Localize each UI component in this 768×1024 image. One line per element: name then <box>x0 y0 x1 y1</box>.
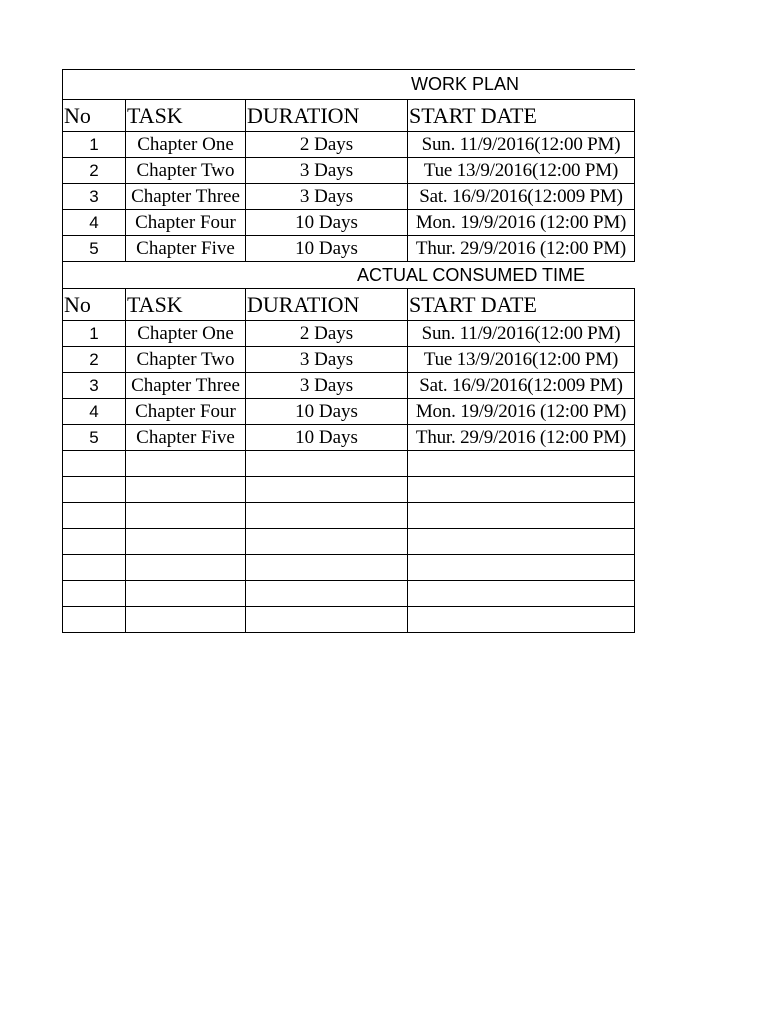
header-duration[interactable]: DURATION <box>246 289 408 321</box>
cell-duration[interactable]: 2 Days <box>246 132 408 158</box>
cell-start-date[interactable]: Sat. 16/9/2016(12:009 PM) <box>408 373 635 399</box>
empty-cell[interactable] <box>408 581 635 607</box>
empty-cell[interactable] <box>246 529 408 555</box>
cell-task[interactable]: Chapter Two <box>126 158 246 184</box>
header-duration[interactable]: DURATION <box>246 100 408 132</box>
cell-no[interactable]: 1 <box>63 132 126 158</box>
empty-row <box>63 607 635 633</box>
cell-task[interactable]: Chapter Two <box>126 347 246 373</box>
cell-no[interactable]: 3 <box>63 184 126 210</box>
cell-no[interactable]: 4 <box>63 399 126 425</box>
table-row <box>63 321 635 347</box>
cell-no[interactable]: 5 <box>63 236 126 262</box>
empty-cell[interactable] <box>408 529 635 555</box>
empty-cell[interactable] <box>408 451 635 477</box>
cell-duration[interactable]: 3 Days <box>246 158 408 184</box>
table-row <box>63 184 635 210</box>
cell-start-date[interactable]: Sun. 11/9/2016(12:00 PM) <box>408 321 635 347</box>
empty-row <box>63 451 635 477</box>
cell-no[interactable]: 5 <box>63 425 126 451</box>
work-plan-title: WORK PLAN <box>411 74 520 94</box>
empty-row <box>63 555 635 581</box>
cell-start-date[interactable]: Thur. 29/9/2016 (12:00 PM) <box>408 236 635 262</box>
work-plan-header-row <box>63 100 635 132</box>
cell-task[interactable]: Chapter One <box>126 132 246 158</box>
table-row <box>63 373 635 399</box>
cell-duration[interactable]: 2 Days <box>246 321 408 347</box>
cell-start-date[interactable]: Sat. 16/9/2016(12:009 PM) <box>408 184 635 210</box>
empty-cell[interactable] <box>246 555 408 581</box>
empty-cell[interactable] <box>63 555 126 581</box>
cell-duration[interactable]: 3 Days <box>246 184 408 210</box>
empty-cell[interactable] <box>246 581 408 607</box>
header-task[interactable]: TASK <box>126 289 246 321</box>
empty-cell[interactable] <box>408 607 635 633</box>
cell-duration[interactable]: 10 Days <box>246 210 408 236</box>
cell-duration[interactable]: 10 Days <box>246 425 408 451</box>
actual-time-title: ACTUAL CONSUMED TIME <box>357 264 586 285</box>
empty-row <box>63 503 635 529</box>
header-start-date[interactable]: START DATE <box>408 289 635 321</box>
empty-cell[interactable] <box>126 555 246 581</box>
empty-cell[interactable] <box>126 529 246 555</box>
header-no[interactable]: No <box>63 100 126 132</box>
table-row <box>63 425 635 451</box>
empty-cell[interactable] <box>126 607 246 633</box>
empty-cell[interactable] <box>126 451 246 477</box>
empty-cell[interactable] <box>126 503 246 529</box>
table-row <box>63 399 635 425</box>
empty-cell[interactable] <box>408 477 635 503</box>
work-plan-title-row <box>63 70 635 100</box>
cell-task[interactable]: Chapter Five <box>126 236 246 262</box>
empty-cell[interactable] <box>63 607 126 633</box>
header-task[interactable]: TASK <box>126 100 246 132</box>
cell-task[interactable]: Chapter Four <box>126 210 246 236</box>
table-row <box>63 158 635 184</box>
cell-start-date[interactable]: Thur. 29/9/2016 (12:00 PM) <box>408 425 635 451</box>
table-row <box>63 347 635 373</box>
empty-row <box>63 581 635 607</box>
cell-start-date[interactable]: Mon. 19/9/2016 (12:00 PM) <box>408 210 635 236</box>
cell-start-date[interactable]: Sun. 11/9/2016(12:00 PM) <box>408 132 635 158</box>
actual-time-title-cell[interactable] <box>63 262 635 289</box>
cell-task[interactable]: Chapter Five <box>126 425 246 451</box>
empty-cell[interactable] <box>246 477 408 503</box>
cell-task[interactable]: Chapter Four <box>126 399 246 425</box>
work-plan-title-cell[interactable] <box>63 70 635 100</box>
cell-start-date[interactable]: Tue 13/9/2016(12:00 PM) <box>408 347 635 373</box>
empty-cell[interactable] <box>63 477 126 503</box>
work-plan-sheet <box>62 69 635 633</box>
empty-cell[interactable] <box>63 451 126 477</box>
cell-no[interactable]: 1 <box>63 321 126 347</box>
cell-no[interactable]: 2 <box>63 347 126 373</box>
cell-duration[interactable]: 3 Days <box>246 373 408 399</box>
table-row <box>63 236 635 262</box>
actual-time-title-row <box>63 262 635 289</box>
empty-cell[interactable] <box>63 529 126 555</box>
cell-duration[interactable]: 10 Days <box>246 399 408 425</box>
empty-cell[interactable] <box>408 503 635 529</box>
empty-cell[interactable] <box>246 451 408 477</box>
cell-no[interactable]: 3 <box>63 373 126 399</box>
header-no[interactable]: No <box>63 289 126 321</box>
empty-cell[interactable] <box>246 503 408 529</box>
empty-cell[interactable] <box>63 581 126 607</box>
empty-row <box>63 477 635 503</box>
cell-start-date[interactable]: Mon. 19/9/2016 (12:00 PM) <box>408 399 635 425</box>
cell-no[interactable]: 4 <box>63 210 126 236</box>
cell-no[interactable]: 2 <box>63 158 126 184</box>
table-row <box>63 132 635 158</box>
cell-task[interactable]: Chapter Three <box>126 184 246 210</box>
table-row <box>63 210 635 236</box>
actual-time-header-row <box>63 289 635 321</box>
cell-start-date[interactable]: Tue 13/9/2016(12:00 PM) <box>408 158 635 184</box>
empty-row <box>63 529 635 555</box>
empty-cell[interactable] <box>246 607 408 633</box>
header-start-date[interactable]: START DATE <box>408 100 635 132</box>
cell-duration[interactable]: 10 Days <box>246 236 408 262</box>
empty-cell[interactable] <box>408 555 635 581</box>
cell-task[interactable]: Chapter Three <box>126 373 246 399</box>
cell-duration[interactable]: 3 Days <box>246 347 408 373</box>
empty-cell[interactable] <box>126 581 246 607</box>
empty-cell[interactable] <box>63 503 126 529</box>
empty-cell[interactable] <box>126 477 246 503</box>
cell-task[interactable]: Chapter One <box>126 321 246 347</box>
